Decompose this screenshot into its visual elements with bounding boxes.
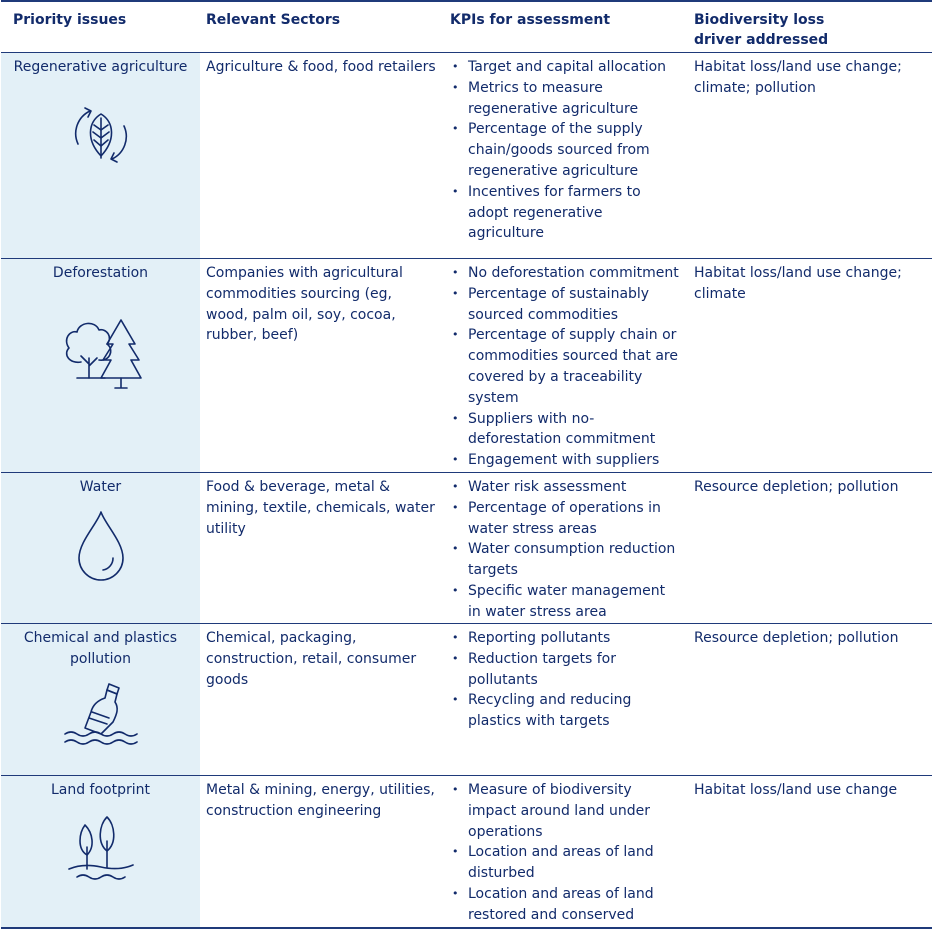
list-item: • Suppliers with no-deforestation commitment <box>450 409 682 451</box>
issue-cell <box>1 776 200 928</box>
kpi-list <box>450 57 682 244</box>
plastic-bottle-in-water-icon <box>61 676 141 752</box>
kpi-list <box>450 628 682 732</box>
list-item: • Reporting pollutants <box>450 628 682 649</box>
sectors-cell: Food & beverage, metal & mining, textile, chemicals, water utility <box>200 473 444 624</box>
header-kpis: KPIs for assessment <box>444 1 688 53</box>
kpis-cell <box>444 776 688 928</box>
list-item: • Location and areas of land restored and conserved <box>450 884 682 926</box>
driver-cell: Habitat loss/land use change <box>688 776 932 928</box>
table-row <box>1 53 932 259</box>
table-row <box>1 624 932 776</box>
issue-cell <box>1 624 200 776</box>
list-item: • Target and capital allocation <box>450 57 682 78</box>
kpi-table <box>1 0 932 929</box>
list-item: • Recycling and reducing plastics with targets <box>450 690 682 732</box>
driver-cell: Resource depletion; pollution <box>688 473 932 624</box>
trees-icon <box>59 312 143 392</box>
issue-label: Deforestation <box>52 265 149 281</box>
kpis-cell <box>444 473 688 624</box>
list-item: • Reduction targets for pollutants <box>450 649 682 691</box>
list-item: • Location and areas of land disturbed <box>450 842 682 884</box>
issue-label: Water <box>79 479 122 495</box>
driver-cell: Habitat loss/land use change; climate; pollution <box>688 53 932 259</box>
issue-label: Chemical and plastics pollution <box>23 630 178 667</box>
header-sectors: Relevant Sectors <box>200 1 444 53</box>
sectors-cell: Chemical, packaging, construction, retail, consumer goods <box>200 624 444 776</box>
issue-cell <box>1 53 200 259</box>
header-driver <box>688 1 932 53</box>
issue-cell <box>1 259 200 473</box>
kpi-list <box>450 780 682 926</box>
plants-on-land-icon <box>63 811 139 887</box>
list-item: • Measure of biodiversity impact around land under operations <box>450 780 682 842</box>
table-row <box>1 259 932 473</box>
list-item: • Incentives for farmers to adopt regenerative agriculture <box>450 182 682 244</box>
driver-cell: Habitat loss/land use change; climate <box>688 259 932 473</box>
list-item: • Metrics to measure regenerative agriculture <box>450 78 682 120</box>
header-row <box>1 1 932 53</box>
kpi-list <box>450 263 682 471</box>
leaf-recycle-icon <box>66 100 136 170</box>
list-item: • Engagement with suppliers <box>450 450 682 471</box>
issue-cell <box>1 473 200 624</box>
list-item: • Water consumption reduction targets <box>450 539 682 581</box>
driver-cell: Resource depletion; pollution <box>688 624 932 776</box>
kpis-cell <box>444 259 688 473</box>
sectors-cell: Metal & mining, energy, utilities, construction engineering <box>200 776 444 928</box>
sectors-cell: Companies with agricultural commodities sourcing (eg, wood, palm oil, soy, cocoa, rubber, beef) <box>200 259 444 473</box>
kpis-cell <box>444 53 688 259</box>
list-item: • Percentage of operations in water stress areas <box>450 498 682 540</box>
header-driver-line1: Biodiversity loss <box>694 12 825 28</box>
list-item: • Specific water management in water stress area <box>450 581 682 623</box>
list-item: • Water risk assessment <box>450 477 682 498</box>
list-item: • Percentage of supply chain or commodities sourced that are covered by a traceability system <box>450 325 682 408</box>
list-item: • No deforestation commitment <box>450 263 682 284</box>
kpi-list <box>450 477 682 623</box>
issue-label: Regenerative agriculture <box>13 59 188 75</box>
kpis-cell <box>444 624 688 776</box>
sectors-cell: Agriculture & food, food retailers <box>200 53 444 259</box>
header-priority: Priority issues <box>1 1 200 53</box>
table-row <box>1 473 932 624</box>
list-item: • Percentage of the supply chain/goods sourced from regenerative agriculture <box>450 119 682 181</box>
issue-label: Land footprint <box>50 782 151 798</box>
table-row <box>1 776 932 928</box>
water-drop-icon <box>71 506 131 582</box>
header-driver-line2: driver addressed <box>694 32 829 48</box>
list-item: • Percentage of sustainably sourced commodities <box>450 284 682 326</box>
